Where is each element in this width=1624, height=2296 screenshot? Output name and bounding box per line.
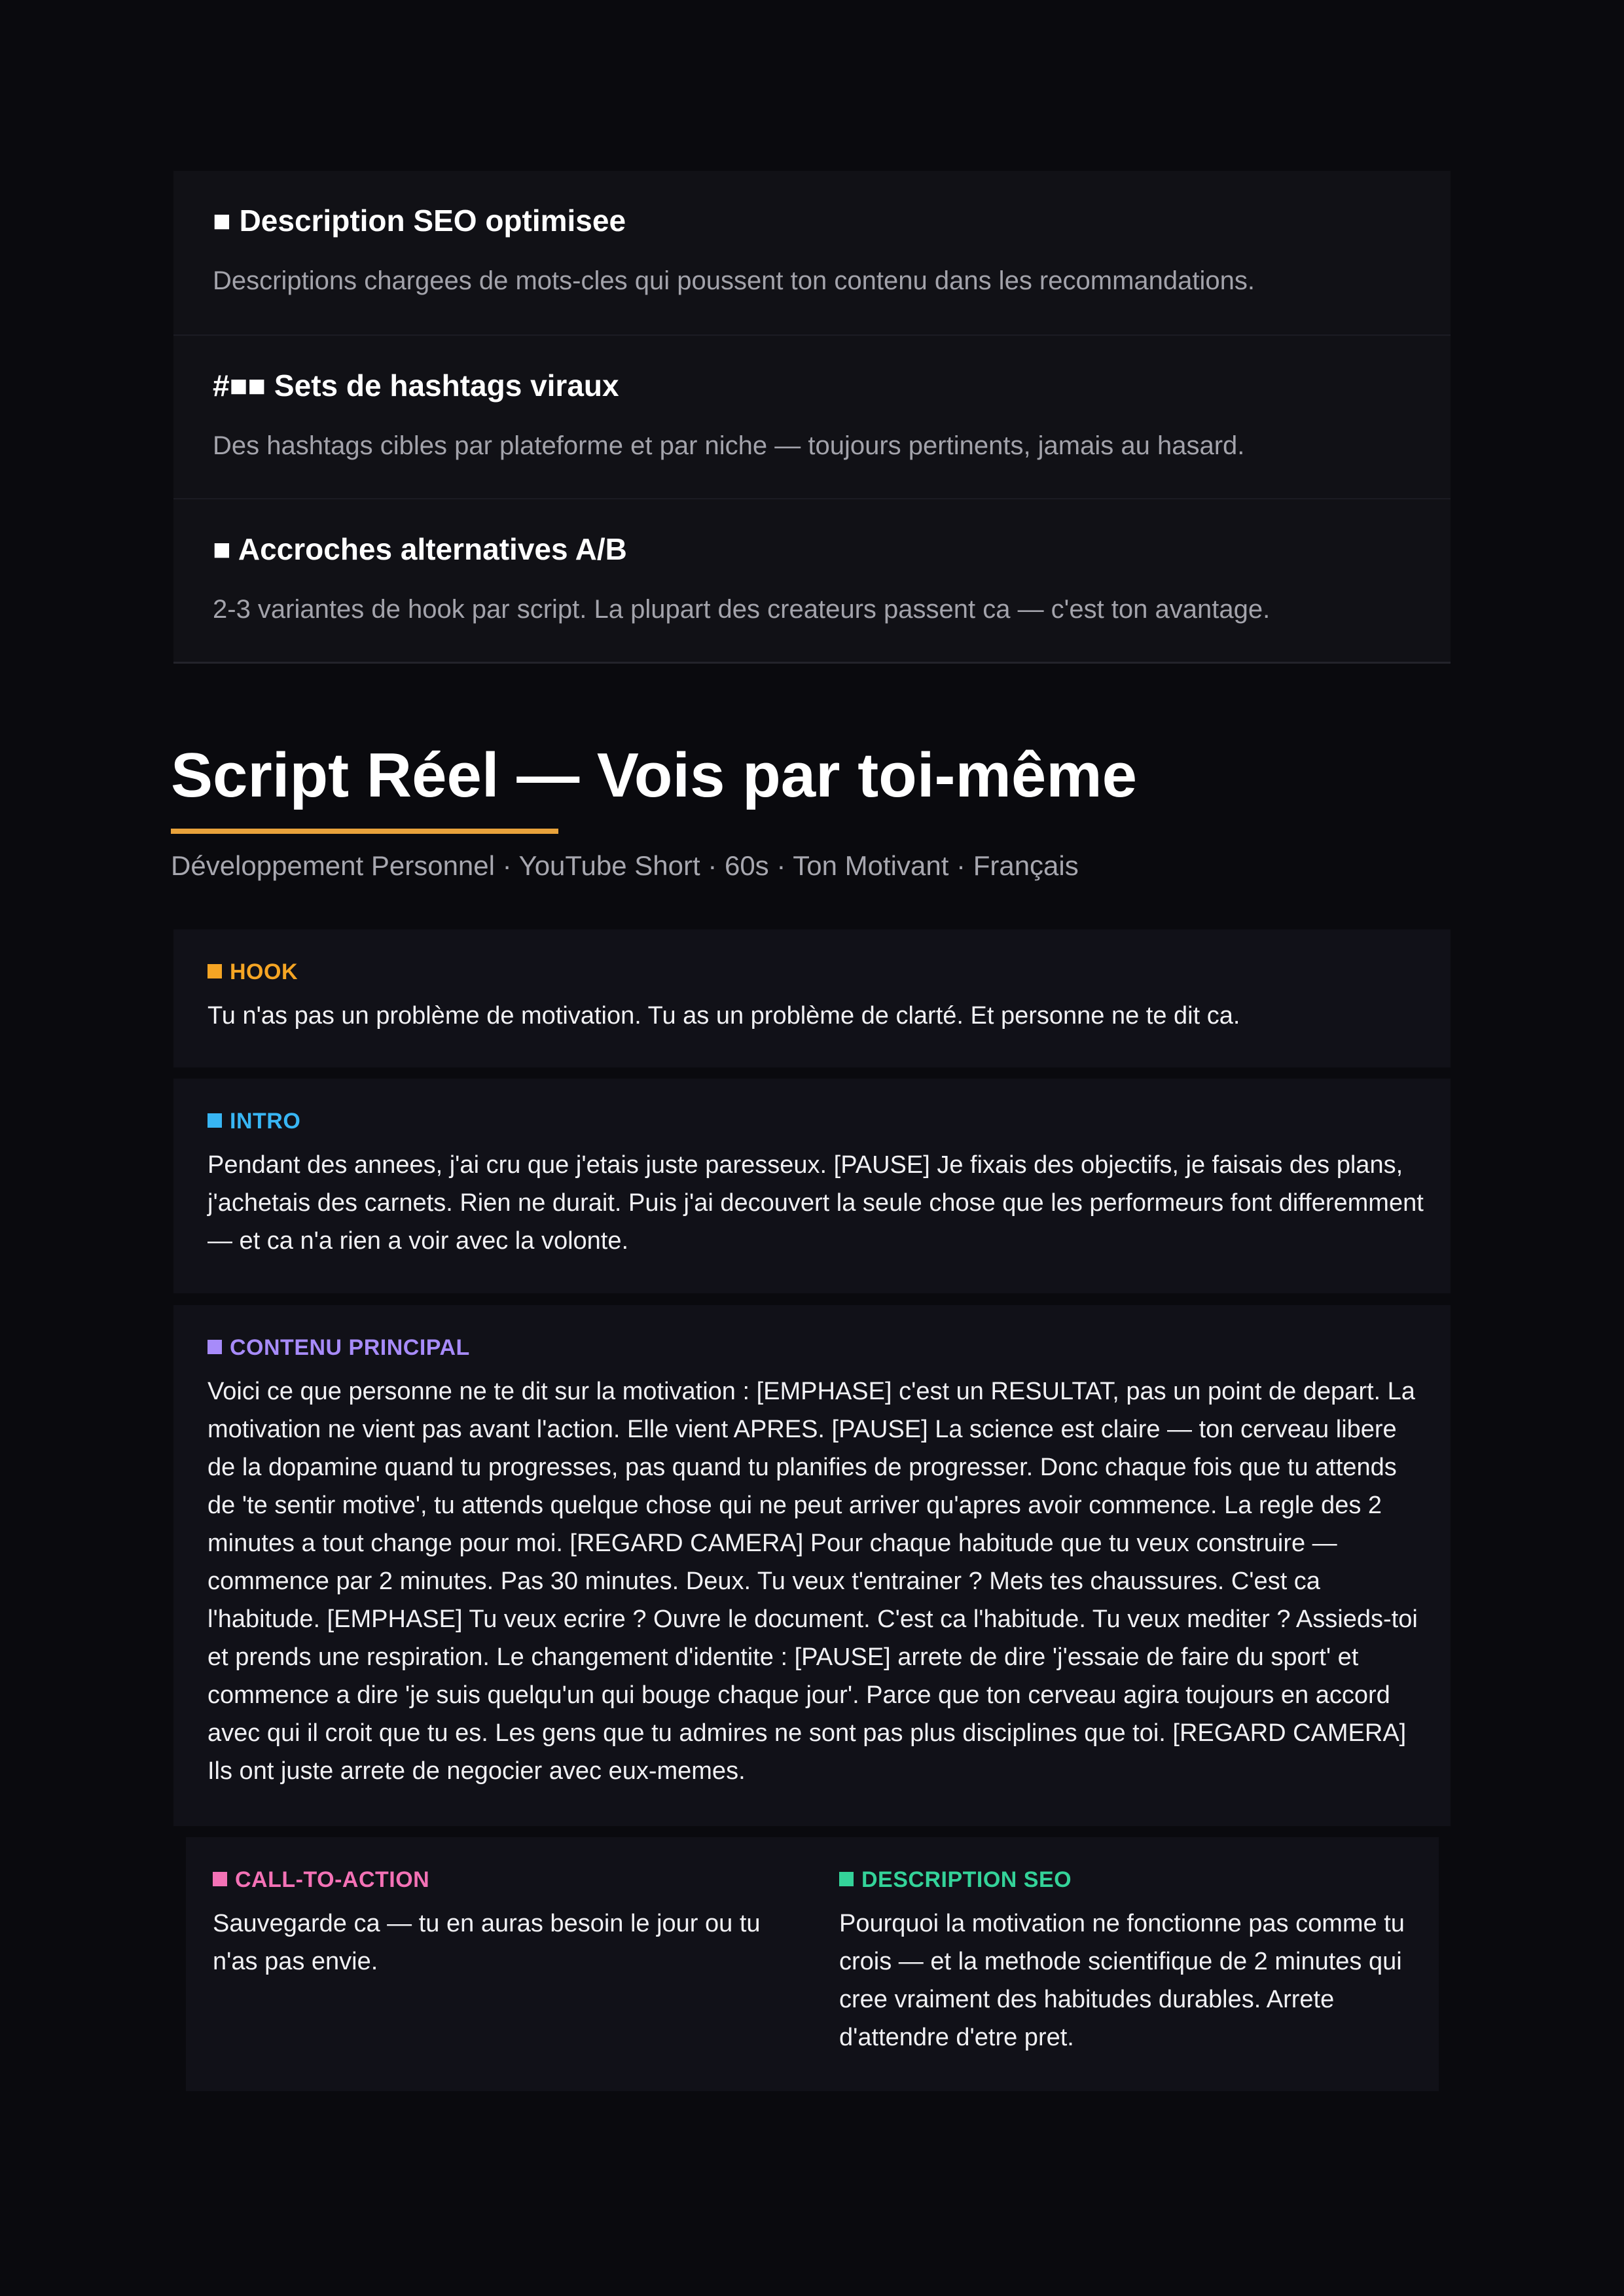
feature-list: [173, 171, 1451, 664]
section-text-intro: Pendant des annees, j'ai cru que j'etais juste paresseux. [PAUSE] Je fixais des objectifs, je faisais des plans, j'achetais des carnets. Rien ne durait. Puis j'ai decouvert la seule chose que les performeurs font differemment — et ca n'a rien a voir avec la volonte.: [208, 1151, 1424, 1255]
feature-title: ■ Accroches alternatives A/B: [213, 532, 627, 566]
square-icon: [213, 1872, 227, 1886]
feature-title: ■ Description SEO optimisee: [213, 204, 626, 238]
feature-description: 2-3 variantes de hook par script. La plupart des createurs passent ca — c'est ton avantage.: [213, 595, 1271, 624]
section-cta-seo: [186, 1837, 1439, 2091]
square-icon: [839, 1872, 854, 1886]
feature-title: #■■ Sets de hashtags viraux: [213, 368, 619, 403]
feature-description: Des hashtags cibles par plateforme et par niche — toujours pertinents, jamais au hasard.: [213, 431, 1245, 460]
section-text-seo: Pourquoi la motivation ne fonctionne pas comme tu crois — et la methode scientifique de 2 minutes qui cree vraiment des habitudes durables. Arrete d'attendre d'etre pret.: [839, 1910, 1405, 2051]
square-icon: [208, 1340, 222, 1354]
section-main-content: [173, 1305, 1451, 1826]
section-label-text: DESCRIPTION SEO: [861, 1867, 1072, 1892]
section-text-hook: Tu n'as pas un problème de motivation. Tu as un problème de clarté. Et personne ne te dit ca.: [208, 1002, 1240, 1030]
section-label-seo: [839, 1869, 1072, 1891]
section-label-text: CONTENU PRINCIPAL: [230, 1335, 470, 1360]
section-intro: [173, 1079, 1451, 1293]
section-label-intro: [208, 1110, 300, 1132]
section-label-cta: [213, 1869, 429, 1891]
square-icon: [208, 964, 222, 978]
title-underline: [171, 829, 558, 834]
feature-item-seo-description: [173, 171, 1451, 334]
section-label-main: [208, 1336, 470, 1359]
section-label-text: INTRO: [230, 1109, 301, 1134]
section-label-text: CALL-TO-ACTION: [235, 1867, 430, 1892]
square-icon: [208, 1113, 222, 1128]
section-hook: [173, 929, 1451, 1067]
section-label-text: HOOK: [230, 960, 298, 984]
section-text-main: Voici ce que personne ne te dit sur la motivation : [EMPHASE] c'est un RESULTAT, pas un point de depart. La motivation ne vient pas avant l'action. Elle vient APRES. [PAUSE] La science est claire — ton cerveau libere de la dopamine quand tu progresses, pas quand tu planifies de progresser. Donc chaque fois que tu attends de 'te sentir motive', tu attends quelque chose qui ne peut arriver qu'apres avoir commence. La regle des 2 minutes a tout change pour moi. [REGARD CAMERA] Pour chaque habitude que tu veux construire — commence par 2 minutes. Pas 30 minutes. Deux. Tu veux t'entrainer ? Mets tes chaussures. C'est ca l'habitude. [EMPHASE] Tu veux ecrire ? Ouvre le document. C'est ca l'habitude. Tu veux mediter ? Assieds-toi et prends une respiration. Le changement d'identite : [PAUSE] arrete de dire 'j'essaie de faire du sport' et commence a dire 'je suis quelqu'un qui bouge chaque jour'. Parce que ton cerveau agira toujours en accord avec qui il croit que tu es. Les gens que tu admires ne sont pas plus disciplines que toi. [REGARD CAMERA] Ils ont juste arrete de negocier avec eux-memes.: [208, 1378, 1418, 1785]
script-title: Script Réel — Vois par toi-même: [171, 740, 1137, 810]
script-meta: Développement Personnel · YouTube Short · 60s · Ton Motivant · Français: [171, 850, 1079, 881]
section-text-cta: Sauvegarde ca — tu en auras besoin le jour ou tu n'as pas envie.: [213, 1910, 761, 1975]
feature-item-hashtags: [173, 334, 1451, 498]
feature-item-ab-hooks: [173, 498, 1451, 662]
section-label-hook: [208, 961, 298, 983]
feature-description: Descriptions chargees de mots-cles qui poussent ton contenu dans les recommandations.: [213, 266, 1255, 295]
